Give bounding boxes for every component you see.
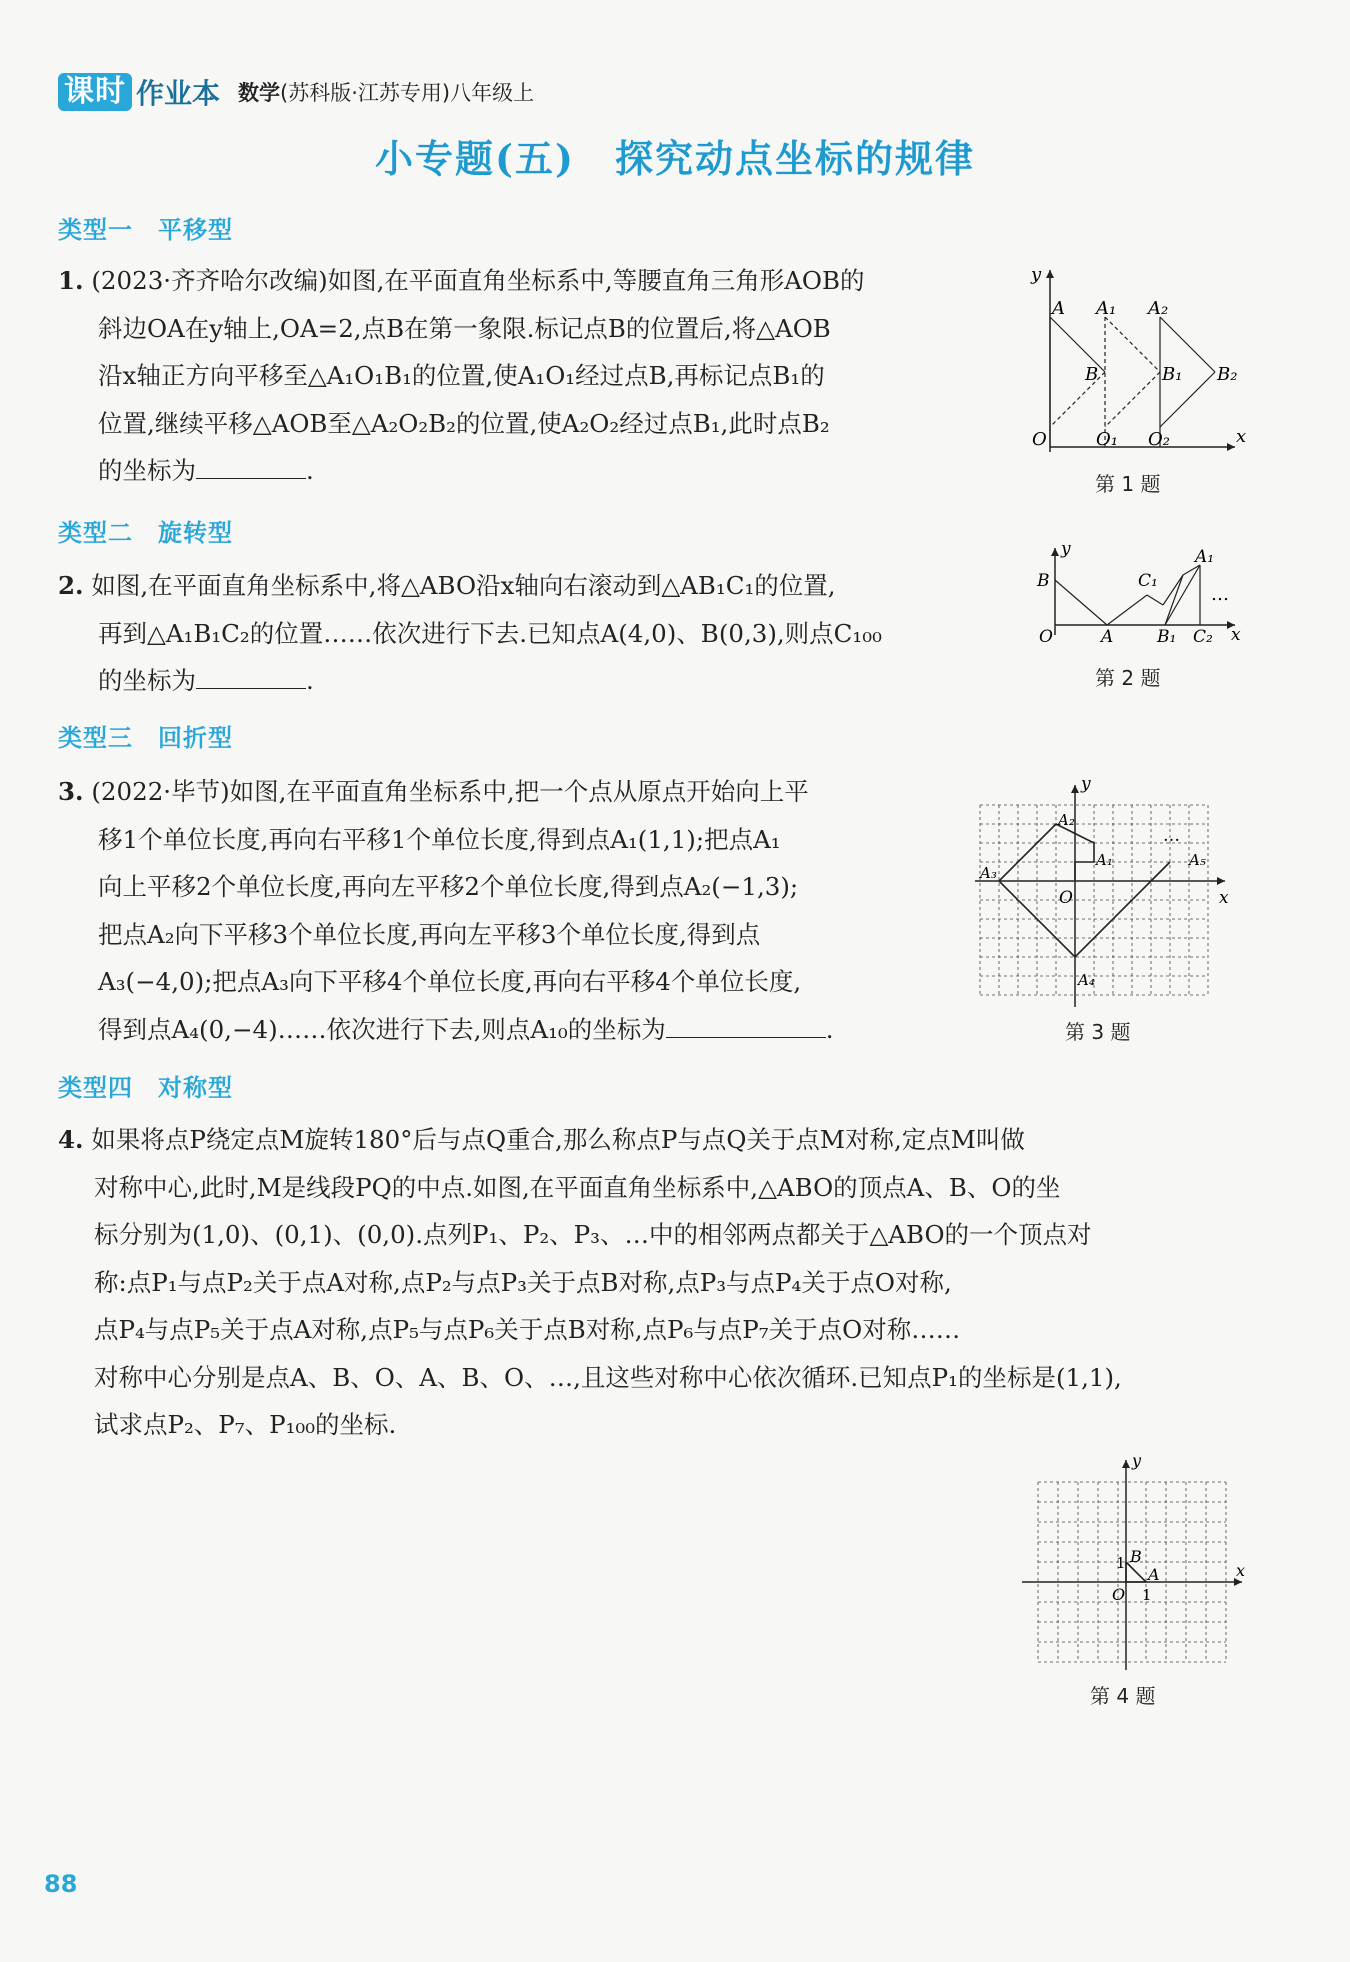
fig1-label-o1: O₁ bbox=[1096, 429, 1118, 450]
fig2-label-b: B bbox=[1037, 571, 1050, 591]
problem-3-line-4: 把点A₂向下平移3个单位长度,再向左平移3个单位长度,得到点 bbox=[98, 919, 761, 949]
figure-1-diagram bbox=[1030, 262, 1250, 462]
fig3-label-x: x bbox=[1219, 888, 1229, 908]
logo-text: 作业本 bbox=[136, 77, 221, 110]
problem-2-line-1: 2. 如图,在平面直角坐标系中,将△ABO沿x轴向右滚动到△AB₁C₁的位置, bbox=[58, 571, 836, 600]
problem-1-line-1: 1. (2023·齐齐哈尔改编)如图,在平面直角坐标系中,等腰直角三角形AOB的 bbox=[58, 266, 865, 295]
figure-3-diagram bbox=[975, 775, 1235, 1015]
fig2-label-a1: A₁ bbox=[1195, 547, 1215, 567]
fig3-label-a4: A₄ bbox=[1078, 971, 1095, 989]
edition-label: (苏科版·江苏专用)八年级上 bbox=[280, 81, 535, 105]
problem-2-line-2: 再到△A₁B₁C₂的位置……依次进行下去.已知点A(4,0)、B(0,3),则点C₁₀₀ bbox=[98, 618, 882, 648]
fig4-label-o: O bbox=[1112, 1585, 1126, 1604]
section-heading-4: 类型四 对称型 bbox=[58, 1074, 233, 1102]
problem-4-line-5: 点P₄与点P₅关于点A对称,点P₅与点P₆关于点B对称,点P₆与点P₇关于点O对称…… bbox=[94, 1315, 961, 1344]
fig3-label-a5: A₅ bbox=[1189, 851, 1206, 869]
fig2-label-c2: C₂ bbox=[1193, 627, 1213, 647]
fig1-label-a2: A₂ bbox=[1148, 298, 1169, 319]
fig2-label-a: A bbox=[1101, 627, 1114, 647]
problem-3-line-2: 移1个单位长度,再向右平移1个单位长度,得到点A₁(1,1);把点A₁ bbox=[98, 824, 781, 854]
fig2-label-b1: B₁ bbox=[1157, 627, 1177, 647]
fig1-label-b2: B₂ bbox=[1217, 364, 1238, 385]
problem-1-line-2: 斜边OA在y轴上,OA=2,点B在第一象限.标记点B的位置后,将△AOB bbox=[98, 313, 831, 343]
problem-3-line-1: 3. (2022·毕节)如图,在平面直角坐标系中,把一个点从原点开始向上平 bbox=[58, 777, 809, 806]
section-heading-2: 类型二 旋转型 bbox=[58, 519, 233, 547]
figure-1-caption: 第 1 题 bbox=[1095, 472, 1161, 496]
fig3-ellipsis: … bbox=[1163, 826, 1180, 846]
fig1-label-b1: B₁ bbox=[1162, 364, 1183, 385]
fig1-label-y: y bbox=[1031, 264, 1042, 285]
problem-1-line-4: 位置,继续平移△AOB至△A₂O₂B₂的位置,使A₂O₂经过点B₁,此时点B₂ bbox=[98, 408, 830, 438]
fig2-label-x: x bbox=[1231, 625, 1241, 645]
page-number: 88 bbox=[44, 1870, 78, 1898]
logo-badge: 课时 bbox=[58, 73, 132, 111]
fig3-label-a1: A₁ bbox=[1096, 851, 1113, 869]
fig4-tick-x-1: 1 bbox=[1142, 1586, 1152, 1604]
fig2-label-o: O bbox=[1039, 627, 1053, 647]
problem-4-line-6: 对称中心分别是点A、B、O、A、B、O、…,且这些对称中心依次循环.已知点P₁的坐标是(1,1), bbox=[94, 1362, 1122, 1392]
problem-1-line-5: 的坐标为 . bbox=[58, 447, 865, 495]
fig2-label-c1: C₁ bbox=[1138, 571, 1158, 591]
fig4-tick-y-1: 1 bbox=[1116, 1554, 1126, 1572]
fig4-label-a: A bbox=[1148, 1565, 1160, 1584]
fig3-label-a3: A₃ bbox=[980, 864, 997, 882]
problem-4-line-1: 4. 如果将点P绕定点M旋转180°后与点Q重合,那么称点P与点Q关于点M对称,定点M叫做 bbox=[58, 1125, 1025, 1154]
figure-3-caption: 第 3 题 bbox=[1065, 1020, 1131, 1044]
problem-1-line-3: 沿x轴正方向平移至△A₁O₁B₁的位置,使A₁O₁经过点B,再标记点B₁的 bbox=[98, 361, 825, 390]
brand-logo bbox=[58, 72, 220, 112]
problem-3-line-3: 向上平移2个单位长度,再向左平移2个单位长度,得到点A₂(−1,3); bbox=[98, 872, 799, 901]
page-header bbox=[58, 70, 534, 114]
book-subtitle bbox=[238, 77, 534, 107]
page-title: 小专题(五) 探究动点坐标的规律 bbox=[375, 136, 975, 181]
fig4-label-x: x bbox=[1236, 1561, 1246, 1580]
fig2-label-y: y bbox=[1061, 540, 1071, 559]
figure-2-caption: 第 2 题 bbox=[1095, 666, 1161, 690]
fig1-label-a: A bbox=[1052, 298, 1065, 319]
figure-4-diagram bbox=[1020, 1452, 1250, 1672]
answer-blank[interactable] bbox=[666, 1011, 826, 1038]
fig2-ellipsis: … bbox=[1211, 584, 1229, 605]
answer-blank[interactable] bbox=[196, 452, 306, 479]
problem-3 bbox=[58, 768, 834, 1053]
problem-4-line-4: 称:点P₁与点P₂关于点A对称,点P₂与点P₃关于点B对称,点P₃与点P₄关于点O对称, bbox=[94, 1267, 952, 1297]
section-heading-1: 类型一 平移型 bbox=[58, 216, 233, 244]
fig3-label-y: y bbox=[1081, 775, 1091, 794]
fig1-label-x: x bbox=[1236, 426, 1247, 447]
problem-4-line-3: 标分别为(1,0)、(0,1)、(0,0).点列P₁、P₂、P₃、…中的相邻两点都关于△ABO的一个顶点对 bbox=[94, 1220, 1092, 1249]
problem-4-line-2: 对称中心,此时,M是线段PQ的中点.如图,在平面直角坐标系中,△ABO的顶点A、B、O的坐 bbox=[94, 1172, 1061, 1202]
fig4-label-y: y bbox=[1132, 1452, 1142, 1470]
fig4-label-b: B bbox=[1130, 1547, 1142, 1566]
fig1-label-b: B bbox=[1085, 364, 1099, 385]
problem-2 bbox=[58, 562, 882, 705]
fig3-label-o: O bbox=[1059, 888, 1073, 908]
figure-2-diagram bbox=[1035, 540, 1245, 650]
fig3-label-a2: A₂ bbox=[1058, 811, 1075, 829]
answer-blank[interactable] bbox=[196, 662, 306, 689]
problem-2-line-3: 的坐标为 . bbox=[58, 657, 882, 705]
problem-number: 1. bbox=[58, 266, 84, 295]
fig1-label-a1: A₁ bbox=[1096, 298, 1117, 319]
problem-1 bbox=[58, 257, 865, 495]
problem-4-line-7: 试求点P₂、P₇、P₁₀₀的坐标. bbox=[94, 1410, 397, 1439]
figure-4-caption: 第 4 题 bbox=[1090, 1684, 1156, 1708]
fig1-label-o: O bbox=[1032, 429, 1047, 450]
problem-4 bbox=[58, 1116, 1122, 1449]
problem-3-line-5: A₃(−4,0);把点A₃向下平移4个单位长度,再向右平移4个单位长度, bbox=[98, 967, 802, 996]
subject-label: 数学 bbox=[238, 81, 281, 105]
problem-3-line-6: 得到点A₄(0,−4)……依次进行下去,则点A₁₀的坐标为 . bbox=[58, 1006, 834, 1054]
fig1-label-o2: O₂ bbox=[1148, 429, 1170, 450]
section-heading-3: 类型三 回折型 bbox=[58, 724, 233, 752]
